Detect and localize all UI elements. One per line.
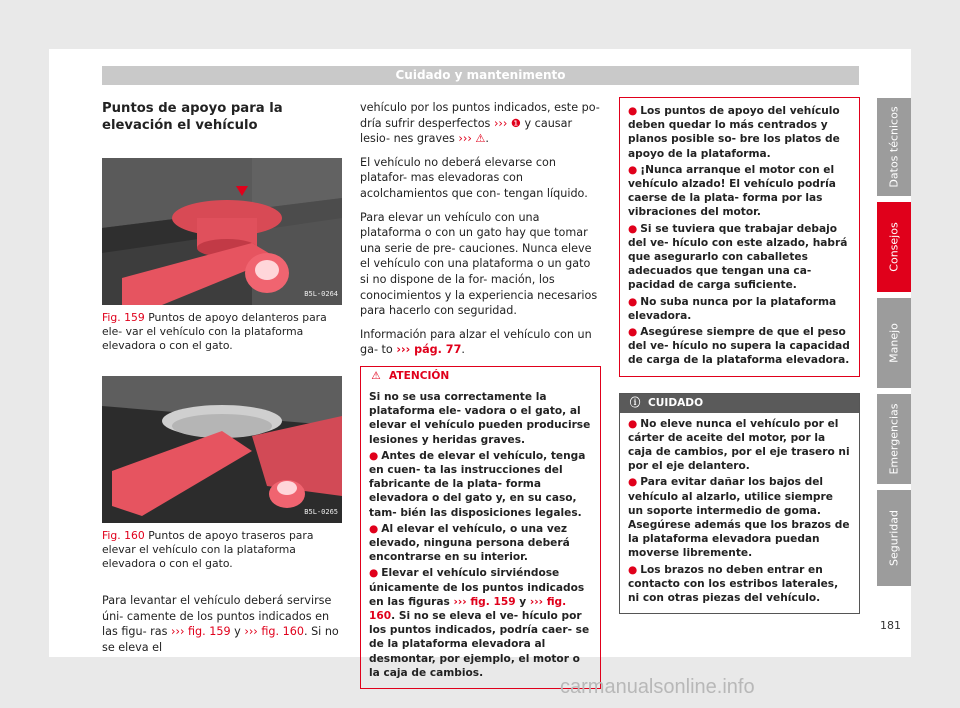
list-item [369,449,592,520]
text: . [461,343,465,357]
text: vehículo por los puntos indicados, este po- dría sufrir desperfectos [360,101,600,130]
figure-code: B5L-0264 [304,290,338,299]
bullet-icon: ● [369,449,379,462]
tab-datos-tecnicos[interactable] [877,98,911,196]
text: Si se tuviera que trabajar debajo del ve- hículo con este alzado, habrá que asegurarlo con caballetes adecuados que tengan una ca- pacidad de carga suficiente. [628,222,848,292]
text: y [515,595,530,608]
tab-consejos[interactable] [877,202,911,292]
bullet-icon: ● [628,222,638,235]
warning-triangle-icon: ⚠ [371,369,381,382]
link-caution[interactable]: ››› ❶ [493,116,521,130]
text: . [485,132,489,146]
figure-160-caption [102,529,342,572]
link-fig-160[interactable]: ››› fig. 160 [244,625,304,639]
bullet-icon: ● [628,417,638,430]
list-item [628,104,851,161]
link-fig-159[interactable]: ››› fig. 159 [171,625,231,639]
text: Para evitar dañar los bajos del vehículo al alzarlo, utilice siempre un soporte intermedio de goma. Asegúrese además que los brazos de la plataforma elevadora puedan moverse libremente. [628,476,850,560]
caution-body [620,413,859,614]
warning-body [361,386,600,688]
text: ¡Nunca arranque el motor con el vehículo alzado! El vehículo podría caerse de la plata- forma por las vibraciones del motor. [628,163,836,219]
watermark: carmanualsonline.info [560,676,755,698]
tab-label: Manejo [887,323,901,363]
list-item [628,163,851,220]
warning-title: ATENCIÓN [389,369,450,382]
text: . Si no se eleva el ve- hículo por los puntos indicados, podría caer- se de la plataforma elevadora al desmontar, por ejemplo, el motor o la caja de cambios. [369,609,590,679]
column-middle [360,100,601,689]
tab-emergencias[interactable] [877,394,911,484]
list-item [628,563,851,606]
column-left [102,100,342,664]
tab-seguridad[interactable] [877,490,911,586]
caution-title: CUIDADO [648,396,704,409]
list-item [628,222,851,293]
list-item [628,295,851,323]
chapter-tabs [877,98,911,592]
caution-header [620,394,859,413]
figure-159-caption [102,311,342,354]
warning-box [360,366,601,689]
bullet-icon: ● [628,326,638,339]
list-item [628,325,851,368]
caution-box [619,393,860,615]
link-page-77[interactable]: ››› pág. 77 [396,343,462,357]
text: y causar lesio- nes graves [360,116,573,146]
figure-code: B5L-0265 [304,508,338,517]
list-item [628,417,851,474]
figure-number: Fig. 160 [102,528,145,542]
list-item [369,566,592,680]
text: No eleve nunca el vehículo por el cárter de aceite del motor, por la caja de cambios, por el eje trasero ni por el eje delantero. [628,417,850,473]
page-number: 181 [880,619,901,632]
tab-label: Seguridad [887,510,901,566]
list-item [628,475,851,560]
bullet-icon: ● [628,563,638,576]
link-warning[interactable]: ››› ⚠ [458,132,486,146]
warning-continued-body [620,98,859,376]
text: Al elevar el vehículo, o una vez elevado, ninguna persona deberá encontrarse en su interior. [369,522,570,564]
link-fig-159[interactable]: ››› fig. 159 [453,595,516,608]
warning-intro: Si no se usa correctamente la plataforma ele- vadora o el gato, al elevar el vehículo pueden producirse lesiones y heridas graves. [369,390,591,446]
text: Elevar el vehículo sirviéndose únicamente de los puntos indicados en las figuras [369,567,585,608]
body-paragraph: Para elevar un vehículo con una plataforma o con un gato hay que tomar una serie de pre- cauciones. Nunca eleve el vehículo con una plataforma o un gato si no dispone de la for- mación, los conocimientos y la experiencia necesarios para hacerlo con seguridad. [360,210,598,318]
link-fig-160[interactable]: ››› fig. 160 [369,595,567,622]
column-right [619,97,860,614]
body-paragraph: El vehículo no deberá elevarse con platafor- mas elevadoras con acolchamientos que con- tengan líquido. [360,155,588,200]
tab-label: Emergencias [887,403,901,475]
bullet-icon: ● [628,295,638,308]
tab-label: Consejos [887,222,901,272]
list-item [369,522,592,565]
bullet-icon: ● [369,522,379,535]
text: . Si no se eleva el [102,625,339,654]
bullet-icon: ● [628,163,638,176]
bullet-icon: ● [369,567,379,580]
warning-continued-box [619,97,860,377]
section-title: Puntos de apoyo para la elevación el vehículo [102,101,283,133]
figure-number: Fig. 159 [102,311,145,324]
warning-header [361,367,600,386]
text: y [230,625,245,639]
text: Los puntos de apoyo del vehículo deben quedar lo más centrados y planos posible so- bre los platos de apoyo de la plataforma. [628,105,840,160]
text: Los brazos no deben entrar en contacto con los estribos laterales, ni con otras piezas del vehículo. [628,563,839,605]
caption-text: Puntos de apoyo delanteros para ele- var el vehículo con la plataforma elevadora o con el gato. [102,311,327,353]
text: No suba nunca por la plataforma elevadora. [628,295,837,322]
body-paragraph [360,327,601,358]
bullet-icon: ● [628,105,638,117]
caption-text: Puntos de apoyo traseros para elevar el vehículo con la plataforma elevadora o con el gato. [102,528,314,571]
text: Asegúrese siempre de que el peso del ve- hículo no supera la capacidad de carga de la plataforma elevadora. [628,326,850,367]
body-paragraph [102,593,342,655]
tab-label: Datos técnicos [887,106,901,188]
caution-circle-icon: ⓘ [629,396,641,409]
text: Información para alzar el vehículo con un ga- to [360,327,592,357]
text: Antes de elevar el vehículo, tenga en cuen- ta las instrucciones del fabricante de la plata- forma elevadora o del gato y, en su caso, tam- bién las disposiciones legales. [369,449,586,519]
bullet-icon: ● [628,476,638,489]
chapter-header: Cuidado y mantenimento [102,66,859,85]
figure-159-image [102,158,342,305]
figure-160-image [102,376,342,523]
body-paragraph [360,100,601,147]
tab-manejo[interactable] [877,298,911,388]
text: Para levantar el vehículo deberá servirse úni- camente de los puntos indicados en las figu- ras [102,594,332,639]
